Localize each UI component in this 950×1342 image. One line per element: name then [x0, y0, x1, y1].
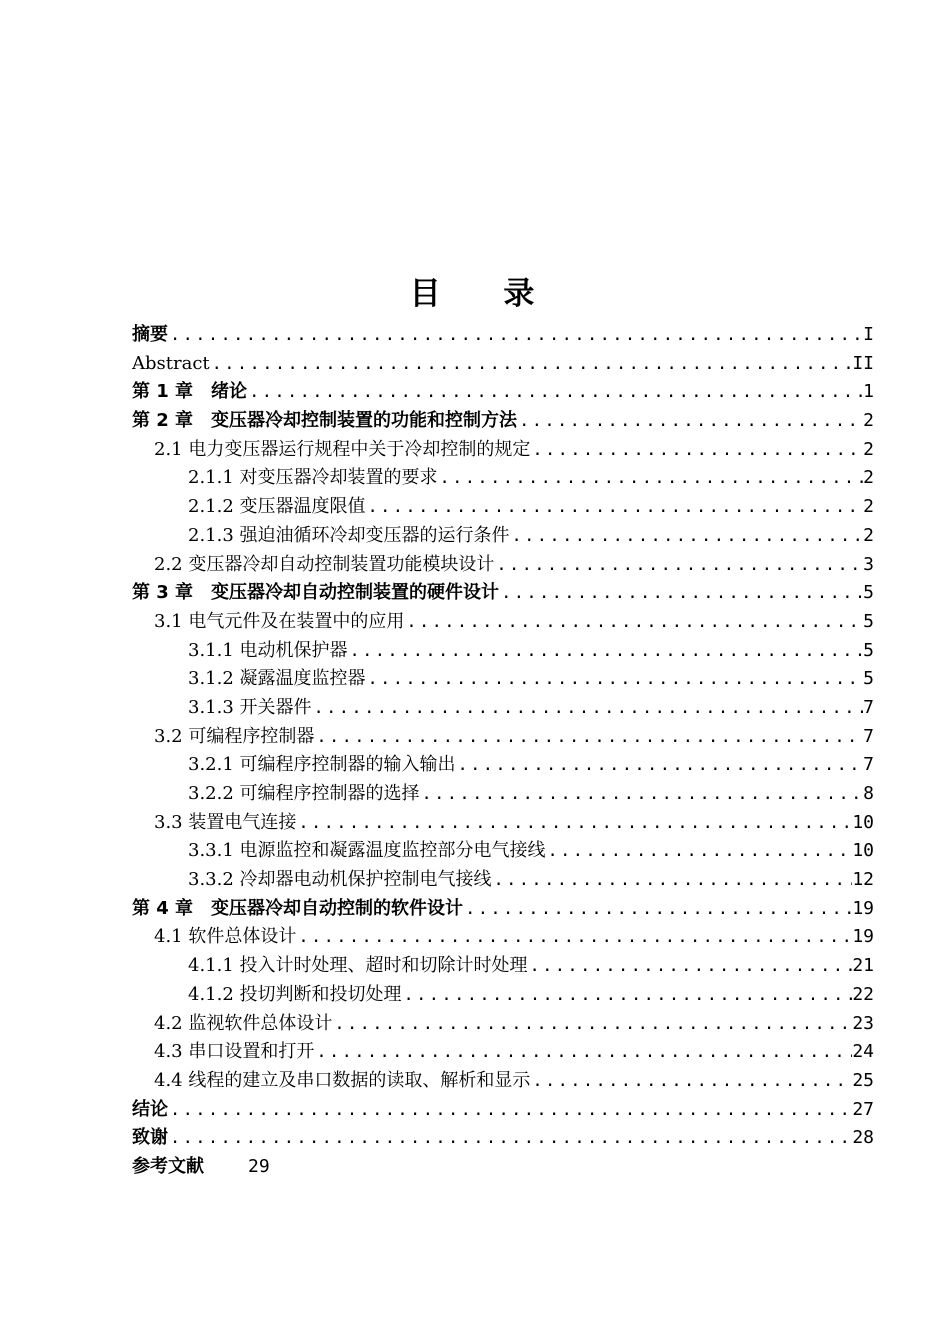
toc-leader-dots	[456, 751, 864, 780]
toc-entry[interactable]	[132, 1096, 874, 1125]
toc-leader-dots	[420, 780, 864, 809]
toc-entry[interactable]	[132, 780, 874, 809]
toc-entry-page-number: 19	[852, 926, 874, 948]
toc-entry[interactable]	[132, 608, 874, 637]
toc-leader-dots	[168, 1124, 852, 1153]
toc-entry[interactable]	[132, 895, 874, 924]
toc-entry-page-number: 5	[863, 610, 874, 632]
toc-entry-page-number: 5	[863, 668, 874, 690]
toc-entry-label: 3.1.2 凝露温度监控器	[188, 668, 366, 690]
toc-entry[interactable]	[132, 952, 874, 981]
toc-entry-label: 第 4 章 变压器冷却自动控制的软件设计	[132, 897, 464, 919]
toc-entry[interactable]	[132, 837, 874, 866]
toc-entry[interactable]	[132, 579, 874, 608]
toc-entry-page-number: 2	[863, 438, 874, 460]
toc-leader-dots	[296, 923, 852, 952]
toc-entry-label: 致谢	[132, 1127, 168, 1149]
toc-entry-page-number: 27	[852, 1098, 874, 1120]
toc-leader-dots	[530, 1067, 852, 1096]
toc-entry-label: 3.2.1 可编程序控制器的输入输出	[188, 754, 456, 776]
toc-entry-label: 3.3.1 电源监控和凝露温度监控部分电气接线	[188, 840, 546, 862]
toc-entry[interactable]	[132, 1153, 874, 1182]
toc-entry-page-number: 5	[863, 639, 874, 661]
toc-leader-dots	[314, 1038, 852, 1067]
toc-entry[interactable]	[132, 665, 874, 694]
toc-leader-dots	[463, 895, 852, 924]
toc-entry-page-number: 8	[863, 783, 874, 804]
toc-entry-label: 3.3 装置电气连接	[154, 811, 297, 833]
toc-leader-dots	[296, 809, 852, 838]
toc-leader-dots	[510, 522, 864, 551]
toc-entry-label: 4.1.2 投切判断和投切处理	[188, 983, 402, 1005]
toc-entry[interactable]	[132, 1067, 874, 1096]
toc-entry-page-number: 24	[852, 1041, 874, 1063]
toc-entry-label: 摘要	[132, 324, 168, 345]
toc-leader-dots	[312, 694, 864, 723]
toc-leader-dots	[210, 350, 853, 379]
toc-entry[interactable]	[132, 809, 874, 838]
toc-leader-dots	[332, 1010, 852, 1039]
toc-entry[interactable]	[132, 723, 874, 752]
toc-entry-label: 3.2.2 可编程序控制器的选择	[188, 783, 420, 804]
toc-entry-label: 3.1.1 电动机保护器	[188, 639, 348, 661]
toc-entry-label: 3.3.2 冷却器电动机保护控制电气接线	[188, 869, 492, 891]
toc-entry-page-number: 29	[248, 1155, 270, 1177]
toc-entry-label: 第 2 章 变压器冷却控制装置的功能和控制方法	[132, 410, 518, 432]
toc-entry-page-number: 7	[863, 696, 874, 718]
toc-title: 目 录	[409, 276, 561, 312]
toc-entry[interactable]	[132, 350, 874, 379]
toc-entry-label: Abstract	[132, 352, 210, 374]
toc-entry-label: 2.1.3 强迫油循环冷却变压器的运行条件	[188, 524, 510, 546]
toc-entry-label: 3.2 可编程序控制器	[154, 725, 315, 747]
toc-entry[interactable]	[132, 923, 874, 952]
toc-entry-page-number: 12	[852, 869, 874, 891]
toc-entry-label: 2.1.2 变压器温度限值	[188, 496, 366, 518]
toc-entry-label: 4.3 串口设置和打开	[154, 1041, 315, 1063]
table-of-contents	[132, 321, 874, 1182]
toc-entry-page-number: I	[863, 324, 874, 345]
toc-entry[interactable]	[132, 407, 874, 436]
toc-leader-dots	[314, 723, 863, 752]
toc-entry-label: 结论	[132, 1098, 168, 1120]
toc-leader-dots	[168, 321, 863, 350]
toc-entry-page-number: 2	[863, 410, 874, 432]
toc-entry-label: 第 3 章 变压器冷却自动控制装置的硬件设计	[132, 582, 500, 604]
toc-entry-page-number: 21	[852, 955, 874, 977]
toc-entry-label: 3.1 电气元件及在装置中的应用	[154, 610, 405, 632]
toc-leader-dots	[546, 837, 853, 866]
toc-leader-dots	[348, 637, 864, 666]
toc-entry-page-number: 2	[863, 467, 874, 489]
toc-entry-page-number: 10	[852, 840, 874, 862]
toc-leader-dots	[517, 407, 863, 436]
toc-entry-page-number: 3	[863, 553, 874, 575]
toc-leader-dots	[366, 665, 864, 694]
toc-leader-dots	[366, 493, 864, 522]
toc-entry-page-number: 7	[863, 725, 874, 747]
toc-entry-page-number: 7	[863, 754, 874, 776]
toc-entry[interactable]	[132, 1038, 874, 1067]
toc-leader-dots	[168, 1096, 852, 1125]
toc-entry-label: 参考文献	[132, 1155, 204, 1177]
toc-entry-page-number: 2	[863, 496, 874, 518]
toc-entry[interactable]	[132, 551, 874, 580]
toc-entry-label: 2.1.1 对变压器冷却装置的要求	[188, 467, 438, 489]
toc-entry-page-number: 2	[863, 524, 874, 546]
toc-entry-page-number: II	[852, 352, 874, 374]
toc-entry[interactable]	[132, 464, 874, 493]
toc-entry-label: 4.1 软件总体设计	[154, 926, 297, 948]
toc-entry-label: 4.1.1 投入计时处理、超时和切除计时处理	[188, 955, 528, 977]
toc-entry-label: 2.2 变压器冷却自动控制装置功能模块设计	[154, 553, 495, 575]
toc-entry-label: 2.1 电力变压器运行规程中关于冷却控制的规定	[154, 438, 531, 460]
toc-entry[interactable]	[132, 981, 874, 1010]
toc-entry[interactable]	[132, 1124, 874, 1153]
toc-leader-dots	[247, 378, 863, 407]
toc-entry-label: 4.4 线程的建立及串口数据的读取、解析和显示	[154, 1069, 531, 1091]
toc-entry[interactable]	[132, 751, 874, 780]
toc-entry-page-number: 10	[852, 811, 874, 833]
toc-leader-dots	[530, 436, 863, 465]
toc-entry[interactable]	[132, 866, 874, 895]
toc-leader-dots	[438, 464, 864, 493]
toc-entry[interactable]	[132, 436, 874, 465]
toc-entry-page-number: 25	[852, 1069, 874, 1091]
toc-entry-page-number: 28	[852, 1127, 874, 1149]
toc-entry[interactable]	[132, 694, 874, 723]
toc-entry-label: 第 1 章 绪论	[132, 381, 248, 403]
toc-entry[interactable]	[132, 378, 874, 407]
toc-leader-dots	[499, 579, 863, 608]
toc-entry-page-number: 5	[863, 582, 874, 604]
toc-entry-label: 4.2 监视软件总体设计	[154, 1012, 333, 1034]
toc-entry-page-number: 22	[852, 983, 874, 1005]
toc-entry[interactable]	[132, 493, 874, 522]
toc-entry-label: 3.1.3 开关器件	[188, 696, 312, 718]
toc-entry[interactable]	[132, 522, 874, 551]
toc-leader-dots	[404, 608, 863, 637]
toc-leader-dots	[494, 551, 863, 580]
toc-leader-dots	[492, 866, 853, 895]
toc-entry-page-number: 19	[852, 897, 874, 919]
toc-leader-dots	[402, 981, 853, 1010]
toc-entry[interactable]	[132, 637, 874, 666]
toc-entry-page-number: 23	[852, 1012, 874, 1034]
toc-entry[interactable]	[132, 321, 874, 350]
toc-leader-dots	[528, 952, 853, 981]
toc-entry[interactable]	[132, 1010, 874, 1039]
toc-entry-page-number: 1	[863, 381, 874, 403]
